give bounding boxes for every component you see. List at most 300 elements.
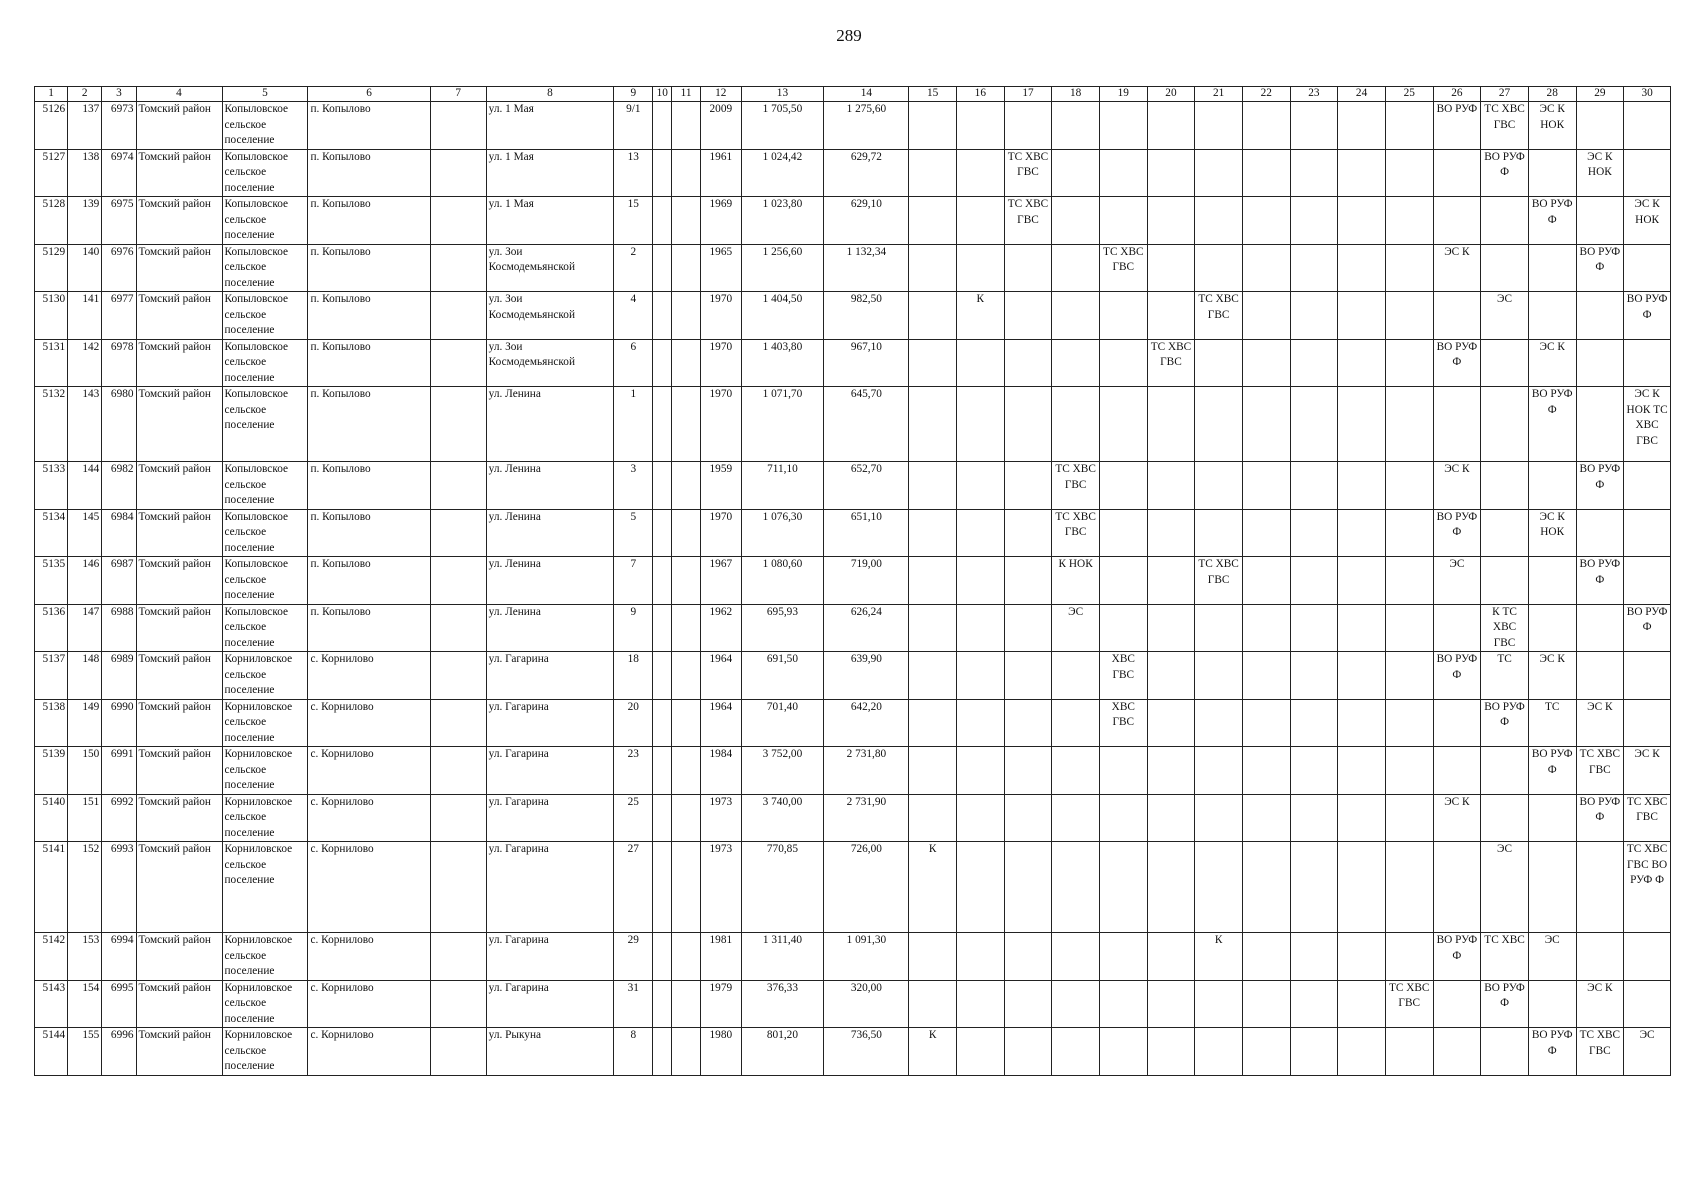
- table-cell-col-27: [1481, 509, 1529, 557]
- table-cell-col-23: [1290, 557, 1338, 605]
- table-cell-col-16: [957, 509, 1005, 557]
- table-cell-col-16: [957, 557, 1005, 605]
- table-cell-col-29: ВО РУФ Ф: [1576, 557, 1624, 605]
- table-cell-col-28: ЭС К НОК: [1528, 509, 1576, 557]
- table-cell-col-13: 1 705,50: [741, 102, 824, 150]
- table-cell-col-18: ТС ХВС ГВС: [1052, 462, 1100, 510]
- table-cell-col-17: ТС ХВС ГВС: [1004, 197, 1052, 245]
- table-cell-col-4: Томский район: [136, 102, 222, 150]
- column-header-28: 28: [1528, 87, 1576, 102]
- table-cell-col-10: [653, 509, 672, 557]
- table-cell-col-4: Томский район: [136, 197, 222, 245]
- table-cell-col-24: [1338, 339, 1386, 387]
- table-cell-col-24: [1338, 102, 1386, 150]
- table-cell-col-19: [1099, 339, 1147, 387]
- table-cell-col-9: 27: [614, 842, 653, 933]
- table-cell-col-29: ВО РУФ Ф: [1576, 244, 1624, 292]
- table-cell-col-15: [909, 604, 957, 652]
- table-cell-col-12: 2009: [701, 102, 741, 150]
- table-cell-col-8: ул. Гагарина: [486, 794, 613, 842]
- table-cell-col-19: [1099, 933, 1147, 981]
- table-cell-col-14: 652,70: [824, 462, 909, 510]
- table-cell-col-11: [672, 292, 701, 340]
- table-cell-col-13: 1 076,30: [741, 509, 824, 557]
- table-cell-col-2: 152: [68, 842, 102, 933]
- table-row: [35, 197, 1671, 245]
- table-cell-col-15: [909, 102, 957, 150]
- table-cell-col-23: [1290, 652, 1338, 700]
- table-cell-col-21: [1195, 197, 1243, 245]
- table-cell-col-8: ул. Ленина: [486, 387, 613, 462]
- table-cell-col-24: [1338, 197, 1386, 245]
- table-cell-col-16: [957, 197, 1005, 245]
- table-row: [35, 794, 1671, 842]
- table-row: [35, 747, 1671, 795]
- table-cell-col-1: 5143: [35, 980, 68, 1028]
- table-cell-col-9: 20: [614, 699, 653, 747]
- table-cell-col-30: [1624, 699, 1671, 747]
- table-cell-col-17: [1004, 509, 1052, 557]
- table-cell-col-9: 13: [614, 149, 653, 197]
- table-cell-col-30: ЭС К НОК: [1624, 197, 1671, 245]
- table-cell-col-17: [1004, 652, 1052, 700]
- table-cell-col-24: [1338, 557, 1386, 605]
- table-cell-col-15: [909, 794, 957, 842]
- table-cell-col-11: [672, 387, 701, 462]
- table-cell-col-25: [1385, 197, 1433, 245]
- table-cell-col-30: [1624, 980, 1671, 1028]
- table-cell-col-23: [1290, 149, 1338, 197]
- table-cell-col-17: [1004, 842, 1052, 933]
- table-cell-col-2: 147: [68, 604, 102, 652]
- table-cell-col-7: [430, 292, 486, 340]
- table-cell-col-29: ВО РУФ Ф: [1576, 794, 1624, 842]
- table-cell-col-18: [1052, 292, 1100, 340]
- table-cell-col-6: п. Копылово: [308, 557, 430, 605]
- table-cell-col-1: 5136: [35, 604, 68, 652]
- table-cell-col-19: ХВС ГВС: [1099, 652, 1147, 700]
- table-cell-col-18: ТС ХВС ГВС: [1052, 509, 1100, 557]
- table-cell-col-20: [1147, 509, 1195, 557]
- table-cell-col-25: [1385, 387, 1433, 462]
- table-cell-col-17: [1004, 557, 1052, 605]
- table-cell-col-4: Томский район: [136, 747, 222, 795]
- table-cell-col-20: [1147, 557, 1195, 605]
- table-cell-col-9: 31: [614, 980, 653, 1028]
- table-row: [35, 1028, 1671, 1076]
- table-cell-col-21: [1195, 1028, 1243, 1076]
- table-cell-col-21: [1195, 747, 1243, 795]
- table-cell-col-16: [957, 244, 1005, 292]
- table-cell-col-18: [1052, 102, 1100, 150]
- table-cell-col-23: [1290, 842, 1338, 933]
- table-cell-col-28: ВО РУФ Ф: [1528, 387, 1576, 462]
- table-cell-col-9: 9: [614, 604, 653, 652]
- table-cell-col-17: [1004, 794, 1052, 842]
- table-cell-col-11: [672, 747, 701, 795]
- table-cell-col-23: [1290, 794, 1338, 842]
- table-cell-col-29: [1576, 387, 1624, 462]
- table-cell-col-1: 5142: [35, 933, 68, 981]
- table-cell-col-3: 6973: [102, 102, 136, 150]
- table-cell-col-27: ТС ХВС: [1481, 933, 1529, 981]
- table-cell-col-13: 701,40: [741, 699, 824, 747]
- table-cell-col-10: [653, 980, 672, 1028]
- table-cell-col-4: Томский район: [136, 509, 222, 557]
- table-cell-col-21: [1195, 149, 1243, 197]
- table-cell-col-18: ЭС: [1052, 604, 1100, 652]
- table-cell-col-16: К: [957, 292, 1005, 340]
- table-cell-col-20: [1147, 1028, 1195, 1076]
- table-cell-col-17: [1004, 102, 1052, 150]
- table-cell-col-21: [1195, 604, 1243, 652]
- table-cell-col-27: ВО РУФ Ф: [1481, 699, 1529, 747]
- table-cell-col-19: [1099, 980, 1147, 1028]
- table-cell-col-25: [1385, 557, 1433, 605]
- table-cell-col-1: 5127: [35, 149, 68, 197]
- table-cell-col-8: ул. Зои Космодемьянской: [486, 292, 613, 340]
- table-cell-col-5: Корниловское сельское поселение: [222, 933, 308, 981]
- table-cell-col-18: К НОК: [1052, 557, 1100, 605]
- table-cell-col-28: ВО РУФ Ф: [1528, 1028, 1576, 1076]
- column-header-1: 1: [35, 87, 68, 102]
- table-cell-col-10: [653, 1028, 672, 1076]
- table-cell-col-27: [1481, 462, 1529, 510]
- table-cell-col-5: Корниловское сельское поселение: [222, 980, 308, 1028]
- table-cell-col-27: ЭС: [1481, 292, 1529, 340]
- table-cell-col-15: [909, 557, 957, 605]
- table-cell-col-9: 2: [614, 244, 653, 292]
- table-cell-col-7: [430, 557, 486, 605]
- table-cell-col-30: ЭС К НОК ТС ХВС ГВС: [1624, 387, 1671, 462]
- table-cell-col-17: [1004, 244, 1052, 292]
- table-cell-col-17: [1004, 747, 1052, 795]
- table-cell-col-5: Корниловское сельское поселение: [222, 699, 308, 747]
- table-row: [35, 509, 1671, 557]
- table-cell-col-26: ВО РУФ Ф: [1433, 339, 1481, 387]
- table-cell-col-20: [1147, 102, 1195, 150]
- page-number: 289: [836, 26, 862, 45]
- table-cell-col-28: [1528, 794, 1576, 842]
- table-cell-col-8: ул. Гагарина: [486, 652, 613, 700]
- table-cell-col-15: [909, 747, 957, 795]
- table-cell-col-20: ТС ХВС ГВС: [1147, 339, 1195, 387]
- table-cell-col-23: [1290, 102, 1338, 150]
- table-cell-col-9: 1: [614, 387, 653, 462]
- table-cell-col-10: [653, 339, 672, 387]
- table-cell-col-28: [1528, 292, 1576, 340]
- table-cell-col-13: 1 024,42: [741, 149, 824, 197]
- table-cell-col-13: 1 404,50: [741, 292, 824, 340]
- table-cell-col-25: [1385, 102, 1433, 150]
- column-number-header-row: [35, 87, 1671, 102]
- table-cell-col-30: ВО РУФ Ф: [1624, 604, 1671, 652]
- table-cell-col-9: 29: [614, 933, 653, 981]
- table-cell-col-14: 639,90: [824, 652, 909, 700]
- table-cell-col-29: ВО РУФ Ф: [1576, 462, 1624, 510]
- table-cell-col-19: [1099, 387, 1147, 462]
- table-cell-col-18: [1052, 197, 1100, 245]
- table-cell-col-6: с. Корнилово: [308, 933, 430, 981]
- table-cell-col-13: 1 311,40: [741, 933, 824, 981]
- table-cell-col-14: 1 091,30: [824, 933, 909, 981]
- table-cell-col-6: с. Корнилово: [308, 794, 430, 842]
- table-cell-col-4: Томский район: [136, 1028, 222, 1076]
- table-cell-col-4: Томский район: [136, 842, 222, 933]
- table-cell-col-27: ЭС: [1481, 842, 1529, 933]
- table-row: [35, 462, 1671, 510]
- table-cell-col-25: [1385, 1028, 1433, 1076]
- table-cell-col-10: [653, 557, 672, 605]
- table-cell-col-21: [1195, 509, 1243, 557]
- table-cell-col-1: 5126: [35, 102, 68, 150]
- table-cell-col-26: ВО РУФ Ф: [1433, 933, 1481, 981]
- table-cell-col-12: 1981: [701, 933, 741, 981]
- table-cell-col-15: [909, 652, 957, 700]
- table-cell-col-5: Копыловское сельское поселение: [222, 102, 308, 150]
- table-cell-col-26: ЭС К: [1433, 462, 1481, 510]
- table-cell-col-22: [1242, 339, 1290, 387]
- table-cell-col-22: [1242, 794, 1290, 842]
- table-cell-col-27: К ТС ХВС ГВС: [1481, 604, 1529, 652]
- table-cell-col-13: 1 071,70: [741, 387, 824, 462]
- column-header-21: 21: [1195, 87, 1243, 102]
- table-cell-col-4: Томский район: [136, 699, 222, 747]
- table-cell-col-9: 23: [614, 747, 653, 795]
- table-cell-col-22: [1242, 509, 1290, 557]
- table-cell-col-12: 1984: [701, 747, 741, 795]
- table-cell-col-29: [1576, 292, 1624, 340]
- table-cell-col-16: [957, 747, 1005, 795]
- table-cell-col-18: [1052, 244, 1100, 292]
- table-cell-col-21: К: [1195, 933, 1243, 981]
- table-cell-col-16: [957, 980, 1005, 1028]
- table-cell-col-15: [909, 699, 957, 747]
- table-cell-col-3: 6980: [102, 387, 136, 462]
- table-cell-col-2: 142: [68, 339, 102, 387]
- table-cell-col-16: [957, 339, 1005, 387]
- table-cell-col-28: ЭС К: [1528, 652, 1576, 700]
- table-cell-col-1: 5137: [35, 652, 68, 700]
- table-cell-col-21: [1195, 462, 1243, 510]
- table-cell-col-27: [1481, 339, 1529, 387]
- table-cell-col-5: Корниловское сельское поселение: [222, 747, 308, 795]
- table-cell-col-27: [1481, 747, 1529, 795]
- table-cell-col-12: 1970: [701, 509, 741, 557]
- table-cell-col-13: 3 752,00: [741, 747, 824, 795]
- table-cell-col-22: [1242, 557, 1290, 605]
- table-cell-col-29: ЭС К: [1576, 699, 1624, 747]
- table-cell-col-13: 1 256,60: [741, 244, 824, 292]
- table-cell-col-12: 1964: [701, 652, 741, 700]
- table-cell-col-22: [1242, 102, 1290, 150]
- table-cell-col-23: [1290, 1028, 1338, 1076]
- table-cell-col-4: Томский район: [136, 149, 222, 197]
- table-cell-col-19: [1099, 462, 1147, 510]
- table-cell-col-16: [957, 842, 1005, 933]
- table-cell-col-12: 1970: [701, 339, 741, 387]
- table-cell-col-24: [1338, 747, 1386, 795]
- table-cell-col-28: ЭС К: [1528, 339, 1576, 387]
- table-cell-col-18: [1052, 652, 1100, 700]
- table-cell-col-25: [1385, 244, 1433, 292]
- table-cell-col-17: [1004, 1028, 1052, 1076]
- table-cell-col-9: 3: [614, 462, 653, 510]
- table-cell-col-2: 151: [68, 794, 102, 842]
- table-cell-col-18: [1052, 149, 1100, 197]
- table-cell-col-14: 645,70: [824, 387, 909, 462]
- table-cell-col-3: 6976: [102, 244, 136, 292]
- table-cell-col-20: [1147, 387, 1195, 462]
- table-cell-col-26: ЭС К: [1433, 244, 1481, 292]
- table-cell-col-9: 7: [614, 557, 653, 605]
- table-cell-col-12: 1973: [701, 794, 741, 842]
- table-cell-col-3: 6975: [102, 197, 136, 245]
- table-row: [35, 102, 1671, 150]
- table-cell-col-15: [909, 933, 957, 981]
- table-cell-col-25: [1385, 794, 1433, 842]
- table-cell-col-11: [672, 1028, 701, 1076]
- column-header-26: 26: [1433, 87, 1481, 102]
- table-cell-col-20: [1147, 244, 1195, 292]
- table-cell-col-12: 1970: [701, 292, 741, 340]
- table-cell-col-24: [1338, 149, 1386, 197]
- column-header-30: 30: [1624, 87, 1671, 102]
- table-cell-col-26: ВО РУФ Ф: [1433, 509, 1481, 557]
- table-cell-col-14: 2 731,80: [824, 747, 909, 795]
- table-cell-col-3: 6994: [102, 933, 136, 981]
- table-cell-col-24: [1338, 933, 1386, 981]
- table-cell-col-14: 629,10: [824, 197, 909, 245]
- table-cell-col-1: 5132: [35, 387, 68, 462]
- table-cell-col-20: [1147, 149, 1195, 197]
- table-cell-col-28: [1528, 604, 1576, 652]
- table-cell-col-26: [1433, 1028, 1481, 1076]
- table-cell-col-29: [1576, 509, 1624, 557]
- table-cell-col-4: Томский район: [136, 244, 222, 292]
- table-cell-col-7: [430, 509, 486, 557]
- table-cell-col-14: 629,72: [824, 149, 909, 197]
- table-cell-col-2: 137: [68, 102, 102, 150]
- table-cell-col-29: ТС ХВС ГВС: [1576, 747, 1624, 795]
- table-cell-col-11: [672, 339, 701, 387]
- table-cell-col-4: Томский район: [136, 292, 222, 340]
- table-cell-col-2: 141: [68, 292, 102, 340]
- table-cell-col-20: [1147, 604, 1195, 652]
- table-cell-col-22: [1242, 149, 1290, 197]
- table-cell-col-1: 5134: [35, 509, 68, 557]
- column-header-4: 4: [136, 87, 222, 102]
- table-cell-col-26: ВО РУФ Ф: [1433, 652, 1481, 700]
- table-cell-col-27: [1481, 557, 1529, 605]
- table-cell-col-16: [957, 652, 1005, 700]
- table-cell-col-15: [909, 149, 957, 197]
- table-cell-col-7: [430, 462, 486, 510]
- table-cell-col-3: 6992: [102, 794, 136, 842]
- table-cell-col-17: [1004, 339, 1052, 387]
- table-cell-col-27: [1481, 387, 1529, 462]
- table-cell-col-20: [1147, 980, 1195, 1028]
- column-header-18: 18: [1052, 87, 1100, 102]
- table-cell-col-7: [430, 652, 486, 700]
- table-cell-col-5: Копыловское сельское поселение: [222, 339, 308, 387]
- table-cell-col-6: п. Копылово: [308, 149, 430, 197]
- table-cell-col-13: 691,50: [741, 652, 824, 700]
- table-cell-col-3: 6974: [102, 149, 136, 197]
- table-row: [35, 149, 1671, 197]
- column-header-14: 14: [824, 87, 909, 102]
- table-cell-col-29: [1576, 652, 1624, 700]
- column-header-2: 2: [68, 87, 102, 102]
- table-cell-col-24: [1338, 652, 1386, 700]
- table-cell-col-15: [909, 980, 957, 1028]
- table-cell-col-12: 1970: [701, 387, 741, 462]
- column-header-7: 7: [430, 87, 486, 102]
- table-cell-col-15: [909, 509, 957, 557]
- table-cell-col-24: [1338, 462, 1386, 510]
- table-cell-col-19: [1099, 149, 1147, 197]
- table-cell-col-2: 149: [68, 699, 102, 747]
- table-cell-col-27: [1481, 244, 1529, 292]
- table-cell-col-10: [653, 244, 672, 292]
- table-cell-col-24: [1338, 842, 1386, 933]
- table-cell-col-1: 5128: [35, 197, 68, 245]
- table-cell-col-27: [1481, 197, 1529, 245]
- table-cell-col-14: 967,10: [824, 339, 909, 387]
- table-cell-col-8: ул. Ленина: [486, 509, 613, 557]
- table-cell-col-2: 154: [68, 980, 102, 1028]
- column-header-20: 20: [1147, 87, 1195, 102]
- table-cell-col-2: 146: [68, 557, 102, 605]
- table-cell-col-12: 1965: [701, 244, 741, 292]
- table-cell-col-11: [672, 244, 701, 292]
- table-cell-col-7: [430, 149, 486, 197]
- table-cell-col-11: [672, 933, 701, 981]
- table-cell-col-23: [1290, 933, 1338, 981]
- table-cell-col-8: ул. Рыкуна: [486, 1028, 613, 1076]
- table-cell-col-17: ТС ХВС ГВС: [1004, 149, 1052, 197]
- table-cell-col-2: 148: [68, 652, 102, 700]
- table-cell-col-29: [1576, 842, 1624, 933]
- table-cell-col-14: 651,10: [824, 509, 909, 557]
- table-cell-col-21: [1195, 699, 1243, 747]
- table-cell-col-17: [1004, 604, 1052, 652]
- table-cell-col-23: [1290, 462, 1338, 510]
- table-cell-col-22: [1242, 699, 1290, 747]
- table-cell-col-20: [1147, 699, 1195, 747]
- table-cell-col-8: ул. Зои Космодемьянской: [486, 339, 613, 387]
- table-cell-col-17: [1004, 980, 1052, 1028]
- table-cell-col-26: [1433, 604, 1481, 652]
- table-cell-col-22: [1242, 1028, 1290, 1076]
- table-cell-col-29: [1576, 933, 1624, 981]
- table-cell-col-29: [1576, 604, 1624, 652]
- table-cell-col-14: 626,24: [824, 604, 909, 652]
- table-cell-col-20: [1147, 747, 1195, 795]
- table-cell-col-18: [1052, 980, 1100, 1028]
- table-cell-col-3: 6987: [102, 557, 136, 605]
- table-cell-col-30: [1624, 102, 1671, 150]
- table-cell-col-30: ЭС: [1624, 1028, 1671, 1076]
- table-cell-col-2: 144: [68, 462, 102, 510]
- table-cell-col-20: [1147, 292, 1195, 340]
- table-cell-col-14: 719,00: [824, 557, 909, 605]
- table-cell-col-17: [1004, 387, 1052, 462]
- table-cell-col-5: Копыловское сельское поселение: [222, 149, 308, 197]
- table-cell-col-5: Копыловское сельское поселение: [222, 509, 308, 557]
- table-cell-col-24: [1338, 292, 1386, 340]
- table-cell-col-21: ТС ХВС ГВС: [1195, 292, 1243, 340]
